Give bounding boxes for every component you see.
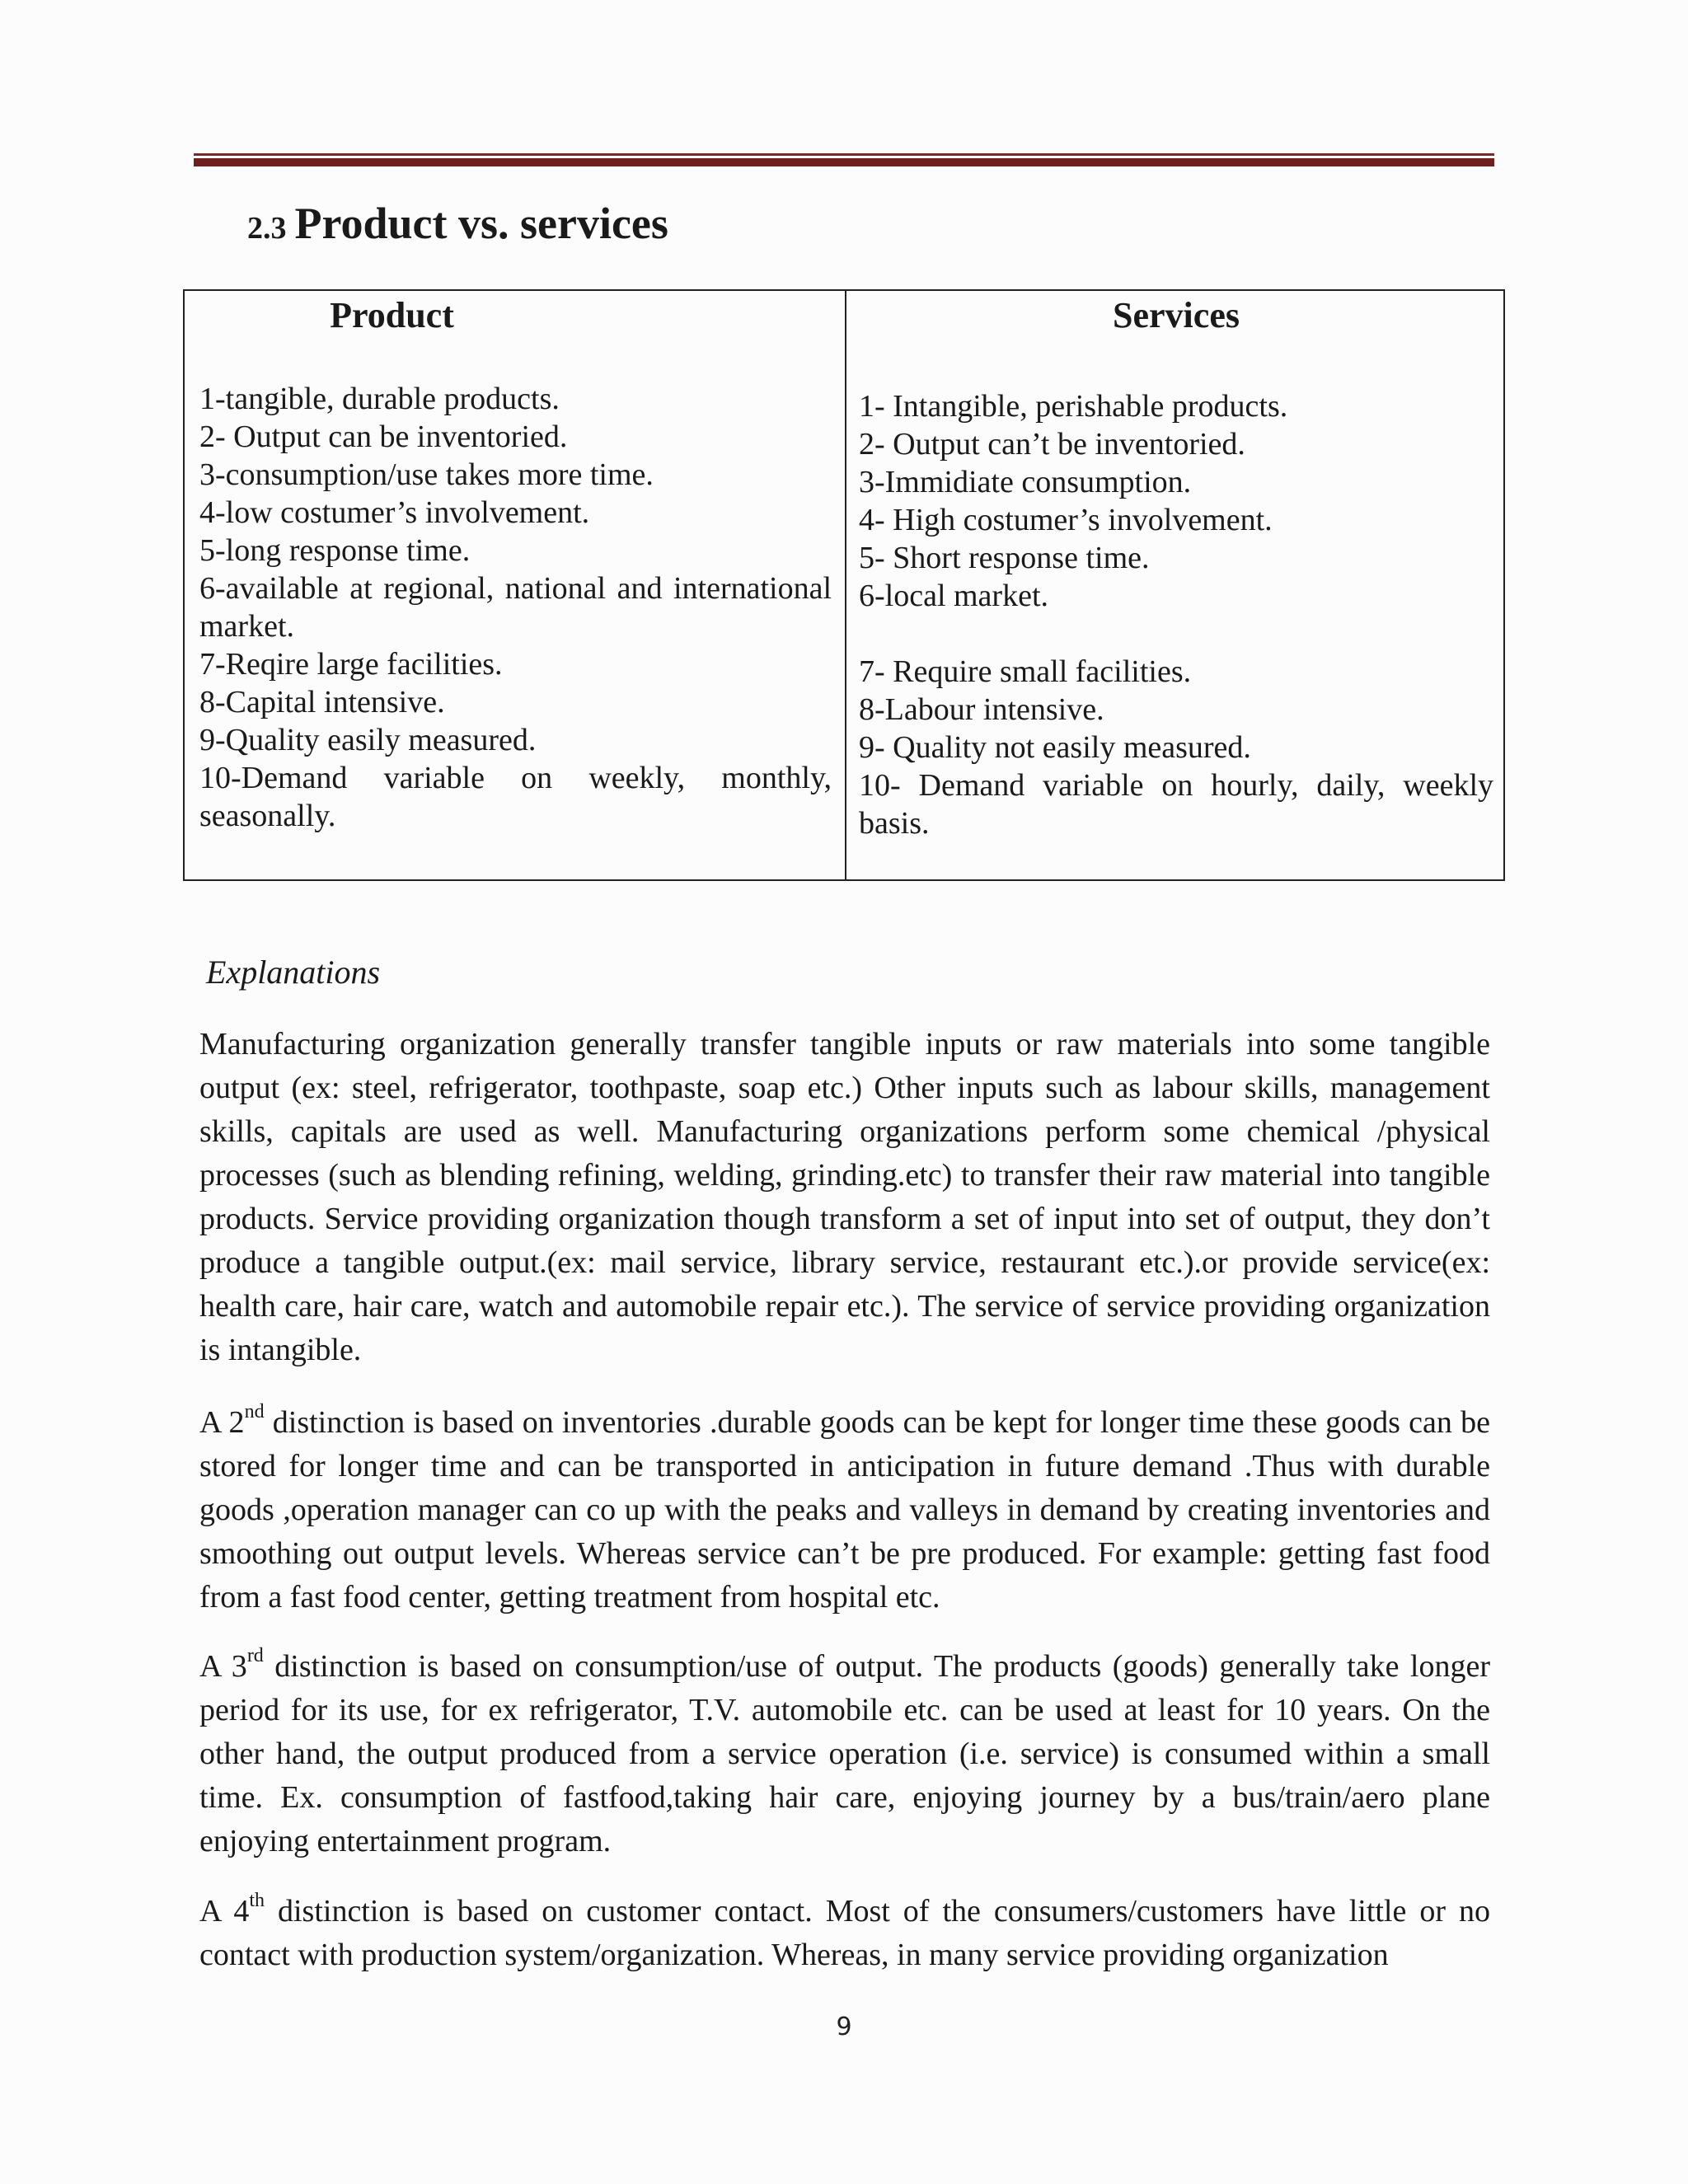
comparison-table: [183, 289, 1505, 881]
header-rule-thin: [194, 153, 1494, 156]
section-title: [247, 198, 668, 249]
services-column-header: Services: [1113, 295, 1240, 335]
paragraph-third-distinction: A 3rd distinction is based on consumption/use of output. The products (goods) generally take longer period for its use, for ex refrigerator, T.V. automobile etc. can be used at least for 10 years. On the other hand, the output produced from a service operation (i.e. service) is consumed within a small time. Ex. consumption of fastfood,taking hair care, enjoying journey by a bus/train/aero plane enjoying entertainment program.: [199, 1645, 1490, 1858]
explanations-heading: Explanations: [206, 954, 381, 991]
section-heading: Product vs. services: [294, 199, 668, 248]
header-rule-thick: [194, 158, 1494, 166]
services-item: 9- Quality not easily measured.: [859, 730, 1251, 765]
product-item: 5-long response time.: [199, 533, 471, 568]
paragraph-second-distinction: A 2nd distinction is based on inventories .durable goods can be kept for longer time these goods can be stored for longer time and can be transported in anticipation in future demand .Thus with durable goods ,operation manager can co up with the peaks and valleys in demand by creating inventories and smoothing out output levels. Whereas service can’t be pre produced. For example: getting fast food from a fast food center, getting treatment from hospital etc.: [199, 1401, 1490, 1615]
header-rule: [194, 153, 1494, 166]
services-item: 10- Demand variable on hourly, daily, weekly basis.: [859, 768, 1493, 841]
services-item: 7- Require small facilities.: [859, 654, 1192, 689]
services-item: 8-Labour intensive.: [859, 692, 1104, 727]
product-item: 7-Reqire large facilities.: [199, 647, 503, 682]
product-item: 3-consumption/use takes more time.: [199, 457, 654, 492]
paragraph-fourth-distinction: A 4th distinction is based on customer contact. Most of the consumers/customers have little or no contact with production system/organization. Whereas, in many service providing organization: [199, 1890, 1490, 1972]
product-item: 4-low costumer’s involvement.: [199, 495, 590, 530]
product-list: [199, 380, 832, 835]
product-item: 10-Demand variable on weekly, monthly, seasonally.: [199, 761, 832, 833]
services-item: 5- Short response time.: [859, 541, 1150, 575]
services-item: 6-local market.: [859, 579, 1049, 613]
product-item: 9-Quality easily measured.: [199, 723, 537, 757]
paragraph-manufacturing: Manufacturing organization generally transfer tangible inputs or raw materials into some tangible output (ex: steel, refrigerator, toothpaste, soap etc.) Other inputs such as labour skills, management skills, capitals are used as well. Manufacturing organizations perform some chemical /physical processes (such as blending refining, welding, grinding.etc) to transfer their raw material into tangible products. Service providing organization though transform a set of input into set of output, they don’t produce a tangible output.(ex: mail service, library service, restaurant etc.).or provide service(ex: health care, hair care, watch and automobile repair etc.). The service of service providing organization is intangible.: [199, 1027, 1490, 1367]
product-item: 2- Output can be inventoried.: [199, 419, 568, 454]
services-item: 3-Immidiate consumption.: [859, 465, 1192, 499]
page-number: 9: [836, 2013, 852, 2041]
product-column-header: Product: [330, 295, 454, 335]
section-number: 2.3: [247, 211, 287, 246]
services-item: 4- High costumer’s involvement.: [859, 503, 1273, 537]
product-item: 6-available at regional, national and international market.: [199, 571, 832, 644]
services-item: 2- Output can’t be inventoried.: [859, 427, 1245, 462]
services-list: [859, 387, 1493, 842]
product-item: 1-tangible, durable products.: [199, 382, 560, 416]
services-item: 1- Intangible, perishable products.: [859, 389, 1288, 424]
product-item: 8-Capital intensive.: [199, 685, 445, 719]
table-column-divider: [845, 291, 846, 879]
